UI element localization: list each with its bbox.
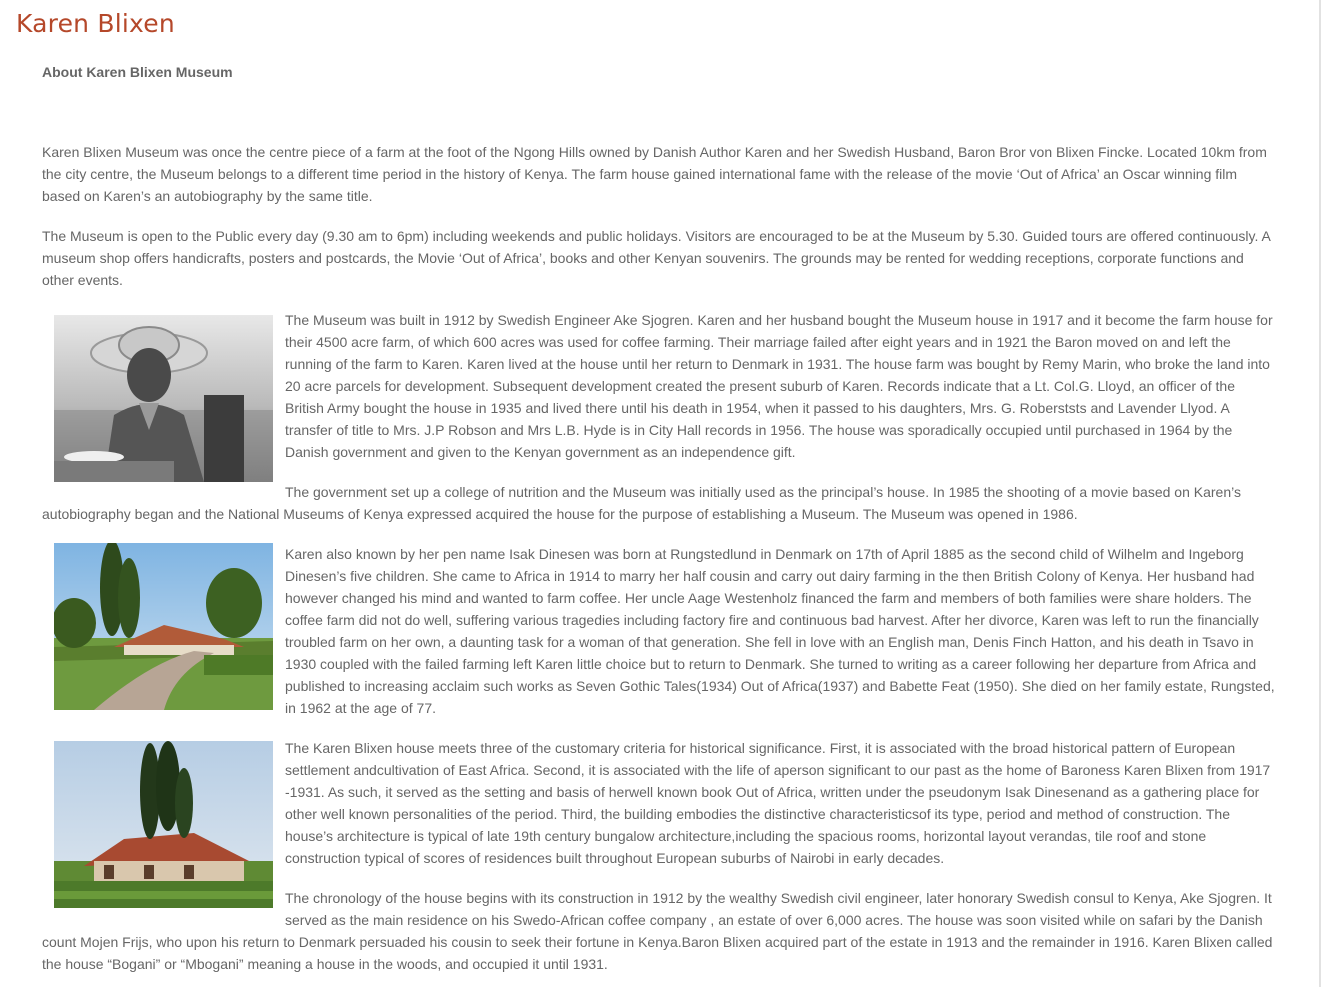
paragraph-intro: Karen Blixen Museum was once the centre piece of a farm at the foot of the Ngong Hills owned by Danish Author Karen and her Swedish Husband, Baron Bror von Blixen Fincke. Located 10km from the city centre, the Museum belongs to a different time period in the history of Kenya. The farm house gained international fame with the release of the movie ‘Out of Africa’ an Oscar winning film based on Karen’s an autobiography by the same title. <box>42 144 1267 204</box>
site-title[interactable]: Karen Blixen <box>16 9 175 38</box>
museum-driveway-image <box>54 543 273 710</box>
page-heading: About Karen Blixen Museum <box>42 64 233 80</box>
museum-house-image <box>54 741 273 908</box>
paragraph-biography: Karen also known by her pen name Isak Dinesen was born at Rungstedlund in Denmark on 17th of April 1885 as the second child of Wilhelm and Ingeborg Dinesen’s five children. She came to Africa in 1914 to marry her half cousin and carry out dairy farming in the then British Colony of Kenya. Her husband had however changed his mind and wanted to farm coffee. Her uncle Aage Westenholz financed the farm and members of both families were share holders. The coffee farm did not do well, suffering various tragedies including factory fire and continuous bad harvest. After her divorce, Karen was left to run the financially troubled farm on her own, a daunting task for a woman of that generation. She fell in love with an English man, Denis Finch Hatton, and his death in Tsavo in 1930 coupled with the failed farming left Karen little choice but to return to Denmark. She turned to writing as a career following her departure from Africa and published to increasing acclaim such works as Seven Gothic Tales(1934) Out of Africa(1937) and Babette Feat (1950). She died on her family estate, Rungsted, in 1962 at the age of 77. <box>285 546 1275 716</box>
paragraph-museum-history: The Museum was built in 1912 by Swedish Engineer Ake Sjogren. Karen and her husband bought the Museum house in 1917 and it become the farm house for their 4500 acre farm, of which 600 acres was used for coffee farming. Their marriage failed after eight years and in 1921 the Baron moved on and left the running of the farm to Karen. Karen lived at the house until her return to Denmark in 1931. The house farm was bought by Remy Marin, who broke the land into 20 acre parcels for development. Subsequent development created the present suburb of Karen. Records indicate that a Lt. Col.G. Lloyd, an officer of the British Army bought the house in 1935 and lived there until his death in 1954, when it passed to his daughters, Mrs. G. Roberststs and Lavender Llyod. A transfer of title to Mrs. J.P Robson and Mrs L.B. Hyde is in City Hall records in 1956. The house was sporadically occupied until purchased in 1964 by the Danish government and given to the Kenyan government as an independence gift. <box>285 312 1273 460</box>
paragraph-opening-hours: The Museum is open to the Public every day (9.30 am to 6pm) including weekends and public holidays. Visitors are encouraged to be at the Museum by 5.30. Guided tours are offered continuously. A museum shop offers handicrafts, posters and postcards, the Movie ‘Out of Africa’, books and other Kenyan souvenirs. The grounds may be rented for wedding receptions, corporate functions and other events. <box>42 228 1271 288</box>
paragraph-government: The government set up a college of nutrition and the Museum was initially used as the principal’s house. In 1985 the shooting of a movie based on Karen’s autobiography began and the National Museums of Kenya expressed acquired the house for the purpose of establishing a Museum. The Museum was opened in 1986. <box>42 484 1241 522</box>
karen-blixen-portrait-image <box>54 315 273 482</box>
paragraph-historical-significance: The Karen Blixen house meets three of the customary criteria for historical significance. First, it is associated with the broad historical pattern of European settlement andcultivation of East Africa. Second, it is associated with the life of aperson significant to our past as the home of Baroness Karen Blixen from 1917 -1931. As such, it served as the setting and basis of herwell known book Out of Africa, written under the pseudonym Isak Dinesenand as a gathering place for other well known personalities of the period. Third, the building embodies the distinctive characteristicsof its type, period and method of construction. The house’s architecture is typical of late 19th century bungalow architecture,including the spacious rooms, horizontal layout verandas, tile roof and stone construction typical of scores of residences built throughout European suburbs of Nairobi in early decades. <box>285 740 1271 866</box>
paragraph-chronology: The chronology of the house begins with its construction in 1912 by the wealthy Swedish civil engineer, later honorary Swedish consul to Kenya, Ake Sjogren. It served as the main residence on his Swedo-African coffee company , an estate of over 6,000 acres. The house was soon visited while on safari by the Danish count Mojen Frijs, who upon his return to Denmark persuaded his cousin to seek their fortune in Kenya.Baron Blixen acquired part of the estate in 1913 and the remainder in 1916. Karen Blixen called the house “Bogani” or “Mbogani” meaning a house in the woods, and occupied it until 1931. <box>42 890 1273 972</box>
article-content <box>42 61 1275 993</box>
